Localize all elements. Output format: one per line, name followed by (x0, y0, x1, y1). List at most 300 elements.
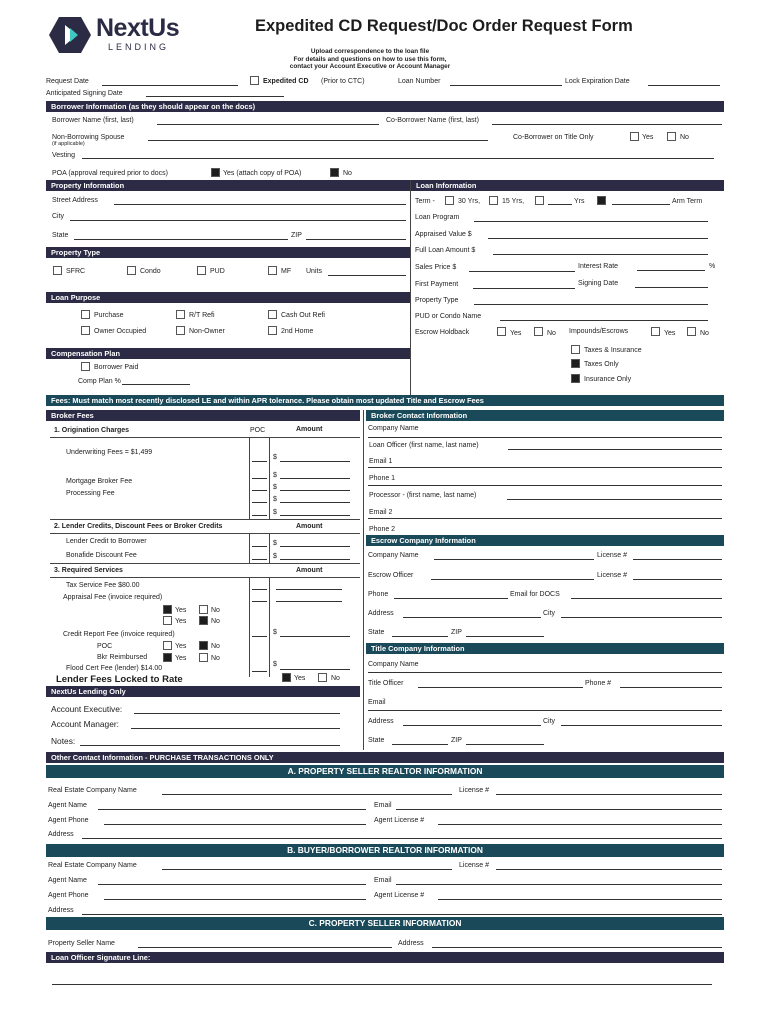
comp-plan-label: Comp Plan % (78, 378, 121, 385)
processing-poc[interactable] (252, 490, 267, 491)
street-address-field[interactable] (114, 204, 406, 205)
first-payment-label: First Payment (415, 281, 459, 288)
logo (48, 14, 228, 54)
account-executive-label: Account Executive: (51, 704, 123, 714)
escrow-holdback-no-checkbox[interactable] (534, 327, 543, 336)
bonafide-discount-label: Bonafide Discount Fee (66, 552, 137, 559)
loan-officer-label: Loan Officer (first name, last name) (369, 442, 479, 449)
flood-cert-amount[interactable] (280, 669, 350, 670)
property-seller-name-field[interactable] (138, 947, 392, 948)
nextus-only-bar: NextUs Lending Only (46, 686, 360, 697)
coborrower-title-no-checkbox[interactable] (667, 132, 676, 141)
condo-label: Condo (140, 268, 161, 275)
nextus-logo-icon (48, 16, 92, 54)
escrow-zip-field[interactable] (466, 636, 544, 637)
credit-poc-yes-label: Yes (175, 643, 187, 650)
expedited-cd-checkbox[interactable] (250, 76, 259, 85)
property-seller-bar: C. PROPERTY SELLER INFORMATION (46, 917, 724, 930)
required-services-label: 3. Required Services (54, 567, 123, 574)
seller-license-field[interactable] (496, 794, 722, 795)
escrow-license-label: License # (597, 552, 627, 559)
loan-number-field[interactable] (450, 85, 562, 86)
escrow-city-field[interactable] (561, 617, 722, 618)
flood-cert-dollar: $ (273, 661, 277, 668)
escrow-city-label: City (543, 610, 556, 617)
appraised-value-field[interactable] (488, 238, 708, 239)
impounds-yes-checkbox[interactable] (651, 327, 660, 336)
seller-email-label: Email (374, 802, 392, 809)
non-owner-checkbox[interactable] (176, 326, 185, 335)
poa-no-checkbox[interactable] (330, 168, 339, 177)
extra-fee-1-amount[interactable] (280, 502, 350, 503)
extra-fee-2-amount[interactable] (280, 515, 350, 516)
title-officer-label: Title Officer (368, 680, 404, 687)
property-type-label: Property Type (415, 297, 459, 304)
purchase-label: Purchase (94, 312, 124, 319)
property-type-field[interactable] (474, 304, 708, 305)
if-applicable-label: (if applicable) (52, 141, 85, 147)
tax-service-amount[interactable] (276, 589, 342, 590)
escrow-address-label: Address (368, 610, 394, 617)
notes-field[interactable] (80, 745, 340, 746)
appraisal-poc[interactable] (252, 601, 267, 602)
state-label: State (52, 232, 69, 239)
term-other-field[interactable] (548, 204, 572, 205)
processing-dollar: $ (273, 484, 277, 491)
arm-term-label: Arm Term (672, 198, 703, 205)
broker-contact-bar: Broker Contact Information (366, 410, 724, 421)
buyer-agent-name-field[interactable] (98, 884, 366, 885)
seller-address-label: Address (48, 831, 74, 838)
appraisal-no-checkbox-2[interactable] (199, 616, 208, 625)
other-contact-bar: Other Contact Information - PURCHASE TRANSACTIONS ONLY (46, 752, 724, 763)
fees-table-rule-3 (50, 533, 360, 534)
lender-fees-locked-no-checkbox[interactable] (318, 673, 327, 682)
title-phone-label: Phone # (585, 680, 612, 687)
phone1-field[interactable] (368, 485, 722, 486)
buyer-address-field[interactable] (82, 914, 722, 915)
coborrower-name-field[interactable] (492, 124, 722, 125)
buyer-re-company-label: Real Estate Company Name (48, 862, 137, 869)
required-amount-header: Amount (296, 567, 323, 574)
anticipated-signing-label: Anticipated Signing Date (46, 90, 123, 97)
second-home-checkbox[interactable] (268, 326, 277, 335)
buyer-license-label: License # (459, 862, 489, 869)
street-address-label: Street Address (52, 197, 98, 204)
interest-rate-field[interactable] (637, 270, 705, 271)
impounds-yes-label: Yes (664, 330, 676, 337)
loan-info-bar: Loan Information (411, 180, 724, 191)
signature-bar: Loan Officer Signature Line: (46, 952, 724, 963)
sales-price-label: Sales Price $ (415, 264, 457, 271)
owner-occupied-label: Owner Occupied (94, 328, 147, 335)
appraisal-yes-label-2: Yes (175, 618, 187, 625)
arm-term-field[interactable] (612, 204, 670, 205)
mf-label: MF (281, 268, 292, 275)
details-note: For details and questions on how to use this form, (293, 56, 447, 63)
extra-fee-1-poc[interactable] (252, 502, 267, 503)
escrow-holdback-yes-checkbox[interactable] (497, 327, 506, 336)
borrower-name-label: Borrower Name (first, last) (52, 117, 134, 124)
signing-date-field[interactable] (635, 287, 708, 288)
title-state-label: State (368, 737, 385, 744)
bonafide-discount-poc[interactable] (252, 559, 267, 560)
mortgage-broker-dollar: $ (273, 472, 277, 479)
poc-column-left (249, 437, 250, 519)
signing-date-label: Signing Date (578, 280, 619, 287)
tax-service-poc[interactable] (252, 589, 267, 590)
logo-subtext: LENDING (108, 42, 170, 52)
term-15-checkbox[interactable] (489, 196, 498, 205)
lender-credit-borrower-label: Lender Credit to Borrower (66, 538, 147, 545)
borrower-paid-label: Borrower Paid (94, 364, 139, 371)
property-seller-name-label: Property Seller Name (48, 940, 115, 947)
vesting-label: Vesting (52, 152, 75, 159)
term-30-checkbox[interactable] (445, 196, 454, 205)
escrow-email-docs-field[interactable] (571, 598, 722, 599)
email1-label: Email 1 (369, 458, 393, 465)
poa-yes-checkbox[interactable] (211, 168, 220, 177)
term-15-label: 15 Yrs, (502, 198, 525, 205)
purchase-checkbox[interactable] (81, 310, 90, 319)
property-seller-address-label: Address (398, 940, 424, 947)
escrow-officer-field[interactable] (431, 579, 594, 580)
pud-label: PUD (210, 268, 225, 275)
title-address-field[interactable] (403, 725, 541, 726)
flood-cert-poc[interactable] (252, 671, 267, 672)
escrow-officer-label: Escrow Officer (368, 572, 414, 579)
bonafide-discount-amount[interactable] (280, 559, 350, 560)
bkr-reimbursed-no-checkbox[interactable] (199, 653, 208, 662)
title-zip-label: ZIP (451, 737, 462, 744)
buyer-email-field[interactable] (396, 884, 722, 885)
cash-out-checkbox[interactable] (268, 310, 277, 319)
anticipated-signing-field[interactable] (146, 96, 284, 97)
impounds-label: Impounds/Escrows (569, 328, 629, 335)
broker-company-label: Company Name (368, 425, 419, 432)
escrow-email-docs-label: Email for DOCS (510, 591, 560, 598)
impounds-no-label: No (700, 330, 709, 337)
escrow-address-field[interactable] (403, 617, 541, 618)
broker-company-field[interactable] (368, 437, 722, 438)
underwriting-label: Underwriting Fees = $1,499 (66, 449, 153, 456)
credit-poc-yes-checkbox[interactable] (163, 641, 172, 650)
comp-plan-field[interactable] (122, 384, 190, 385)
mortgage-broker-amount[interactable] (280, 478, 350, 479)
processor-label: Processor - (first name, last name) (369, 492, 477, 499)
seller-address-field[interactable] (82, 838, 722, 839)
seller-agent-license-field[interactable] (438, 824, 722, 825)
seller-agent-name-field[interactable] (98, 809, 366, 810)
lender-credits-label: 2. Lender Credits, Discount Fees or Broker Credits (54, 523, 223, 530)
buyer-license-field[interactable] (496, 869, 722, 870)
units-field[interactable] (328, 275, 406, 276)
title-phone-field[interactable] (620, 687, 722, 688)
coborrower-title-yes-checkbox[interactable] (630, 132, 639, 141)
title-company-field[interactable] (368, 672, 722, 673)
credit-poc-label: POC (97, 643, 113, 650)
property-divider (410, 180, 411, 395)
borrower-paid-checkbox[interactable] (81, 362, 90, 371)
escrow-officer-license-field[interactable] (633, 579, 722, 580)
escrow-state-field[interactable] (392, 636, 448, 637)
loan-program-field[interactable] (474, 221, 708, 222)
condo-checkbox[interactable] (127, 266, 136, 275)
title-email-label: Email (368, 699, 386, 706)
lock-expiration-field[interactable] (648, 85, 720, 86)
bkr-reimbursed-label: Bkr Reimbursed (97, 654, 148, 661)
title-company-label: Company Name (368, 661, 419, 668)
zip-field[interactable] (306, 239, 406, 240)
upload-note: Upload correspondence to the loan file (310, 48, 430, 55)
extra-fee-1-dollar: $ (273, 496, 277, 503)
property-info-bar: Property Information (46, 180, 410, 191)
first-payment-field[interactable] (473, 288, 575, 289)
appraisal-label: Appraisal Fee (invoice required) (63, 594, 163, 601)
escrow-company-label: Company Name (368, 552, 419, 559)
escrow-state-label: State (368, 629, 385, 636)
compensation-plan-bar: Compensation Plan (46, 348, 410, 359)
title-email-field[interactable] (368, 710, 722, 711)
sfrc-checkbox[interactable] (53, 266, 62, 275)
borrower-name-field[interactable] (157, 124, 379, 125)
appraised-value-label: Appraised Value $ (415, 231, 472, 238)
non-borrowing-spouse-label: Non-Borrowing Spouse (52, 134, 125, 141)
property-seller-address-field[interactable] (432, 947, 722, 948)
pud-checkbox[interactable] (197, 266, 206, 275)
title-zip-field[interactable] (466, 744, 544, 745)
escrow-company-bar: Escrow Company Information (366, 535, 724, 546)
seller-re-company-label: Real Estate Company Name (48, 787, 137, 794)
mortgage-broker-poc[interactable] (252, 478, 267, 479)
credit-report-label: Credit Report Fee (invoice required) (63, 631, 175, 638)
seller-agent-phone-label: Agent Phone (48, 817, 89, 824)
non-owner-label: Non-Owner (189, 328, 225, 335)
lock-expiration-label: Lock Expiration Date (565, 78, 630, 85)
escrow-zip-label: ZIP (451, 629, 462, 636)
loan-officer-field[interactable] (508, 449, 722, 450)
full-loan-amount-field[interactable] (493, 254, 708, 255)
escrow-phone-label: Phone (368, 591, 389, 598)
mf-checkbox[interactable] (268, 266, 277, 275)
escrow-officer-license-label: License # (597, 572, 627, 579)
poa-no-label: No (343, 170, 352, 177)
coborrower-title-yes-label: Yes (642, 134, 654, 141)
fees-bar: Fees: Must match most recently disclosed LE and within APR tolerance. Please obtain most updated Title and Escrow Fees (46, 395, 724, 406)
escrow-holdback-label: Escrow Holdback (415, 329, 470, 336)
owner-occupied-checkbox[interactable] (81, 326, 90, 335)
origination-charges-label: 1. Origination Charges (54, 427, 130, 434)
rt-refi-checkbox[interactable] (176, 310, 185, 319)
impounds-no-checkbox[interactable] (687, 327, 696, 336)
insurance-only-label: Insurance Only (584, 376, 632, 383)
buyer-agent-license-field[interactable] (438, 899, 722, 900)
required-poc-left (249, 577, 250, 677)
arm-checkbox[interactable] (597, 196, 606, 205)
city-label: City (52, 213, 65, 220)
title-state-field[interactable] (392, 744, 448, 745)
account-manager-label: Account Manager: (51, 719, 119, 729)
lender-fees-locked-label: Lender Fees Locked to Rate (56, 674, 183, 685)
escrow-phone-field[interactable] (394, 598, 508, 599)
state-field[interactable] (74, 239, 288, 240)
title-officer-field[interactable] (418, 687, 583, 688)
city-field[interactable] (70, 220, 406, 221)
lender-credit-borrower-poc[interactable] (252, 546, 267, 547)
bkr-reimbursed-yes-label: Yes (175, 655, 187, 662)
required-poc-right (269, 577, 270, 677)
title-city-field[interactable] (561, 725, 722, 726)
poa-label: POA (approval required prior to docs) (52, 170, 168, 177)
credit-report-dollar: $ (273, 629, 277, 636)
buyer-re-company-field[interactable] (162, 869, 452, 870)
prior-ctc-label: (Prior to CTC) (321, 78, 365, 85)
loan-number-label: Loan Number (398, 78, 441, 85)
buyer-realtor-bar: B. BUYER/BORROWER REALTOR INFORMATION (46, 844, 724, 857)
seller-license-label: License # (459, 787, 489, 794)
escrow-holdback-no-label: No (547, 330, 556, 337)
pud-condo-field[interactable] (500, 320, 708, 321)
extra-fee-2-poc[interactable] (252, 515, 267, 516)
taxes-only-checkbox[interactable] (571, 359, 580, 368)
broker-fees-bar: Broker Fees (46, 410, 360, 421)
seller-realtor-bar: A. PROPERTY SELLER REALTOR INFORMATION (46, 765, 724, 778)
buyer-agent-name-label: Agent Name (48, 877, 87, 884)
taxes-insurance-label: Taxes & Insurance (584, 347, 642, 354)
appraisal-yes-checkbox-2[interactable] (163, 616, 172, 625)
buyer-agent-phone-field[interactable] (104, 899, 366, 900)
fees-table-rule-4 (50, 563, 360, 564)
phone2-label: Phone 2 (369, 526, 396, 533)
tax-service-label: Tax Service Fee $80.00 (66, 582, 140, 589)
signature-field[interactable] (52, 984, 712, 985)
appraisal-amount[interactable] (276, 601, 342, 602)
account-manager-field[interactable] (131, 728, 340, 729)
title-address-label: Address (368, 718, 394, 725)
title-city-label: City (543, 718, 556, 725)
term-30-label: 30 Yrs, (458, 198, 481, 205)
lender-credits-amount-header: Amount (296, 523, 323, 530)
taxes-only-label: Taxes Only (584, 361, 619, 368)
form-title: Expedited CD Request/Doc Order Request Form (255, 17, 633, 35)
escrow-company-field[interactable] (434, 559, 594, 560)
email1-field[interactable] (368, 467, 722, 468)
buyer-agent-phone-label: Agent Phone (48, 892, 89, 899)
credit-poc-no-checkbox[interactable] (199, 641, 208, 650)
fees-table-rule-2 (50, 519, 360, 520)
title-company-bar: Title Company Information (366, 643, 724, 654)
bonafide-discount-dollar: $ (273, 553, 277, 560)
seller-agent-license-label: Agent License # (374, 817, 425, 824)
non-borrowing-spouse-field[interactable] (148, 140, 488, 141)
seller-email-field[interactable] (396, 809, 722, 810)
notes-label: Notes: (51, 736, 76, 746)
account-executive-field[interactable] (134, 713, 340, 714)
request-date-field[interactable] (102, 85, 238, 86)
lender-fees-locked-yes-label: Yes (294, 675, 306, 682)
lender-credit-borrower-dollar: $ (273, 540, 277, 547)
flood-cert-label: Flood Cert Fee (lender) $14.00 (66, 665, 163, 672)
sfrc-label: SFRC (66, 268, 86, 275)
zip-label: ZIP (291, 232, 302, 239)
credits-poc-left (249, 533, 250, 563)
coborrower-title-no-label: No (680, 134, 689, 141)
taxes-insurance-checkbox[interactable] (571, 345, 580, 354)
lender-fees-locked-yes-checkbox[interactable] (282, 673, 291, 682)
full-loan-amount-label: Full Loan Amount $ (415, 247, 476, 254)
interest-rate-pct: % (709, 263, 716, 270)
second-home-label: 2nd Home (281, 328, 314, 335)
appraisal-no-checkbox-1[interactable] (199, 605, 208, 614)
lender-credit-borrower-amount[interactable] (280, 546, 350, 547)
buyer-agent-license-label: Agent License # (374, 892, 425, 899)
bkr-reimbursed-no-label: No (211, 655, 220, 662)
poc-header: POC (250, 427, 266, 434)
loan-program-label: Loan Program (415, 214, 460, 221)
underwriting-amount[interactable] (280, 461, 350, 462)
borrower-info-bar: Borrower Information (as they should appear on the docs) (46, 101, 724, 112)
credit-poc-no-label: No (211, 643, 220, 650)
seller-re-company-field[interactable] (162, 794, 452, 795)
coborrower-name-label: Co-Borrower Name (first, last) (386, 117, 479, 124)
appraisal-no-label-1: No (211, 607, 220, 614)
units-label: Units (306, 268, 322, 275)
phone1-label: Phone 1 (369, 475, 396, 482)
escrow-license-field[interactable] (633, 559, 722, 560)
term-other-checkbox[interactable] (535, 196, 544, 205)
appraisal-yes-label-1: Yes (175, 607, 187, 614)
underwriting-dollar: $ (273, 454, 277, 461)
processing-amount[interactable] (280, 490, 350, 491)
escrow-holdback-yes-label: Yes (510, 330, 522, 337)
extra-fee-2-dollar: $ (273, 509, 277, 516)
processing-label: Processing Fee (66, 490, 115, 497)
poc-column-right (269, 437, 270, 519)
contact-note: contact your Account Executive or Account Manager (289, 63, 451, 70)
seller-agent-name-label: Agent Name (48, 802, 87, 809)
bkr-reimbursed-yes-checkbox[interactable] (163, 653, 172, 662)
poa-yes-label: Yes (attach copy of POA) (223, 170, 302, 177)
processor-field[interactable] (507, 499, 722, 500)
mortgage-broker-label: Mortgage Broker Fee (66, 478, 133, 485)
sales-price-field[interactable] (469, 271, 575, 272)
appraisal-yes-checkbox-1[interactable] (163, 605, 172, 614)
credit-report-amount[interactable] (280, 636, 350, 637)
rt-refi-label: R/T Refi (189, 312, 215, 319)
term-yrs-label: Yrs (574, 198, 585, 205)
request-date-label: Request Date (46, 78, 89, 85)
logo-text: NextUs (96, 14, 180, 42)
seller-agent-phone-field[interactable] (104, 824, 366, 825)
fees-table-rule-5 (50, 577, 360, 578)
fees-middle-divider (363, 410, 364, 750)
email2-field[interactable] (368, 518, 722, 519)
expedited-cd-label: Expedited CD (263, 78, 309, 85)
buyer-address-label: Address (48, 907, 74, 914)
credit-report-poc[interactable] (252, 636, 267, 637)
underwriting-poc[interactable] (252, 461, 267, 462)
term-label: Term - (415, 198, 435, 205)
credits-poc-right (269, 533, 270, 563)
lender-fees-locked-no-label: No (331, 675, 340, 682)
fees-table-rule-1 (50, 437, 360, 438)
loan-purpose-bar: Loan Purpose (46, 292, 410, 303)
insurance-only-checkbox[interactable] (571, 374, 580, 383)
vesting-field[interactable] (82, 158, 714, 159)
appraisal-no-label-2: No (211, 618, 220, 625)
property-type-bar: Property Type (46, 247, 410, 258)
buyer-email-label: Email (374, 877, 392, 884)
